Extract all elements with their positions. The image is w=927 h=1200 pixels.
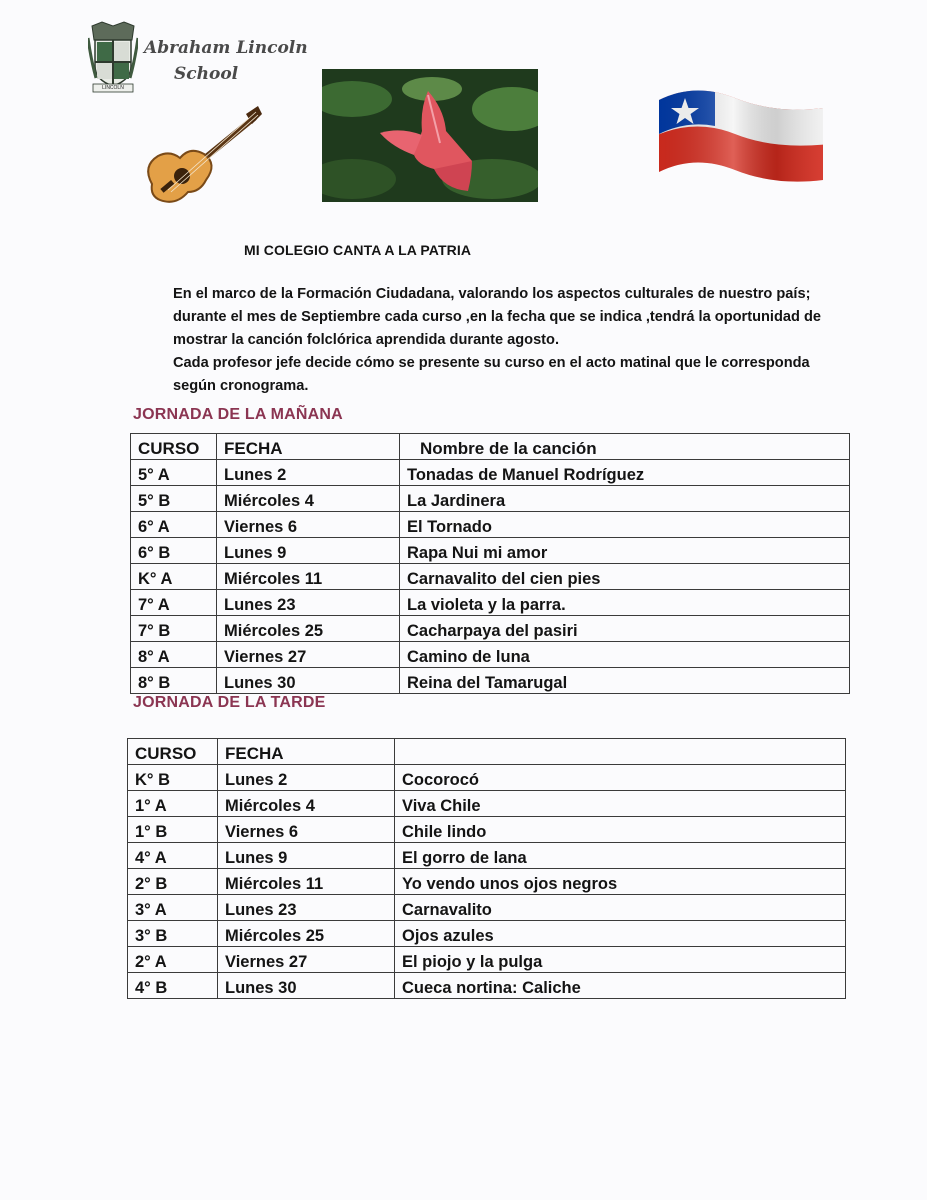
song-cell: Camino de luna [400, 642, 850, 668]
date-cell: Lunes 23 [217, 590, 400, 616]
school-name-line1: Abraham Lincoln [144, 38, 308, 58]
song-cell: Rapa Nui mi amor [400, 538, 850, 564]
date-cell: Lunes 30 [218, 973, 395, 999]
course-cell: 1° A [128, 791, 218, 817]
table-row [128, 895, 846, 921]
song-cell: La violeta y la parra. [400, 590, 850, 616]
header-course: CURSO [131, 434, 217, 460]
song-cell: Cueca nortina: Caliche [395, 973, 846, 999]
date-cell: Lunes 2 [218, 765, 395, 791]
date-cell: Miércoles 25 [217, 616, 400, 642]
chile-flag-icon [655, 78, 829, 202]
table-header-row [131, 434, 850, 460]
song-cell: Tonadas de Manuel Rodríguez [400, 460, 850, 486]
header-course: CURSO [128, 739, 218, 765]
table-row [128, 765, 846, 791]
table-row [128, 817, 846, 843]
header-date: FECHA [218, 739, 395, 765]
table-header-row [128, 739, 846, 765]
course-cell: 3° B [128, 921, 218, 947]
song-cell: Ojos azules [395, 921, 846, 947]
course-cell: K° A [131, 564, 217, 590]
date-cell: Lunes 23 [218, 895, 395, 921]
course-cell: 4° B [128, 973, 218, 999]
table-row [131, 616, 850, 642]
song-cell: Cocorocó [395, 765, 846, 791]
table-row [128, 869, 846, 895]
table-row [128, 947, 846, 973]
course-cell: 4° A [128, 843, 218, 869]
table-row [131, 590, 850, 616]
song-cell: Chile lindo [395, 817, 846, 843]
course-cell: K° B [128, 765, 218, 791]
song-cell: Cacharpaya del pasiri [400, 616, 850, 642]
date-cell: Lunes 2 [217, 460, 400, 486]
course-cell: 5° B [131, 486, 217, 512]
date-cell: Viernes 6 [217, 512, 400, 538]
table-row [131, 512, 850, 538]
course-cell: 1° B [128, 817, 218, 843]
copihue-flower [322, 69, 538, 202]
date-cell: Lunes 9 [217, 538, 400, 564]
date-cell: Miércoles 25 [218, 921, 395, 947]
date-cell: Miércoles 4 [217, 486, 400, 512]
song-cell: Carnavalito del cien pies [400, 564, 850, 590]
date-cell: Lunes 9 [218, 843, 395, 869]
course-cell: 2° B [128, 869, 218, 895]
song-cell: La Jardinera [400, 486, 850, 512]
course-cell: 6° B [131, 538, 217, 564]
date-cell: Lunes 30 [217, 668, 400, 694]
song-cell: Viva Chile [395, 791, 846, 817]
table-row [128, 791, 846, 817]
morning-schedule-table [130, 433, 850, 694]
intro-paragraph: En el marco de la Formación Ciudadana, valorando los aspectos culturales de nuestro país; durante el mes de Septiembre cada curso ,en la fecha que se indica ,tendrá la oportunidad de mostrar la canción folclórica aprendida durante agosto. [173, 286, 821, 348]
course-cell: 2° A [128, 947, 218, 973]
song-cell: Reina del Tamarugal [400, 668, 850, 694]
date-cell: Miércoles 11 [217, 564, 400, 590]
intro-text [141, 283, 831, 398]
header-song: Nombre de la canción [400, 434, 850, 460]
table-row [131, 538, 850, 564]
song-cell: El gorro de lana [395, 843, 846, 869]
course-cell: 6° A [131, 512, 217, 538]
date-cell: Miércoles 4 [218, 791, 395, 817]
crest-label: LINCOLN [102, 85, 124, 91]
crest-icon [88, 20, 138, 94]
table-row [128, 843, 846, 869]
table-row [128, 921, 846, 947]
table-row [131, 486, 850, 512]
course-cell: 7° A [131, 590, 217, 616]
course-cell: 8° B [131, 668, 217, 694]
table-row [128, 973, 846, 999]
afternoon-heading: JORNADA DE LA TARDE [133, 694, 326, 711]
afternoon-schedule-table [127, 738, 846, 999]
course-cell: 5° A [131, 460, 217, 486]
header-song [395, 739, 846, 765]
table-row [131, 564, 850, 590]
song-cell: Carnavalito [395, 895, 846, 921]
school-name-line2: School [174, 64, 239, 84]
header-date: FECHA [217, 434, 400, 460]
date-cell: Viernes 27 [217, 642, 400, 668]
document-title: MI COLEGIO CANTA A LA PATRIA [244, 242, 472, 258]
song-cell: El piojo y la pulga [395, 947, 846, 973]
table-row [131, 668, 850, 694]
instructions-paragraph: Cada profesor jefe decide cómo se presente su curso en el acto matinal que le corresponda según cronograma. [173, 355, 810, 394]
course-cell: 7° B [131, 616, 217, 642]
date-cell: Viernes 27 [218, 947, 395, 973]
school-logo [88, 20, 308, 95]
table-row [131, 642, 850, 668]
course-cell: 3° A [128, 895, 218, 921]
morning-heading: JORNADA DE LA MAÑANA [133, 406, 343, 423]
course-cell: 8° A [131, 642, 217, 668]
song-cell: El Tornado [400, 512, 850, 538]
guitar-icon [138, 100, 266, 212]
date-cell: Miércoles 11 [218, 869, 395, 895]
table-row [131, 460, 850, 486]
song-cell: Yo vendo unos ojos negros [395, 869, 846, 895]
date-cell: Viernes 6 [218, 817, 395, 843]
